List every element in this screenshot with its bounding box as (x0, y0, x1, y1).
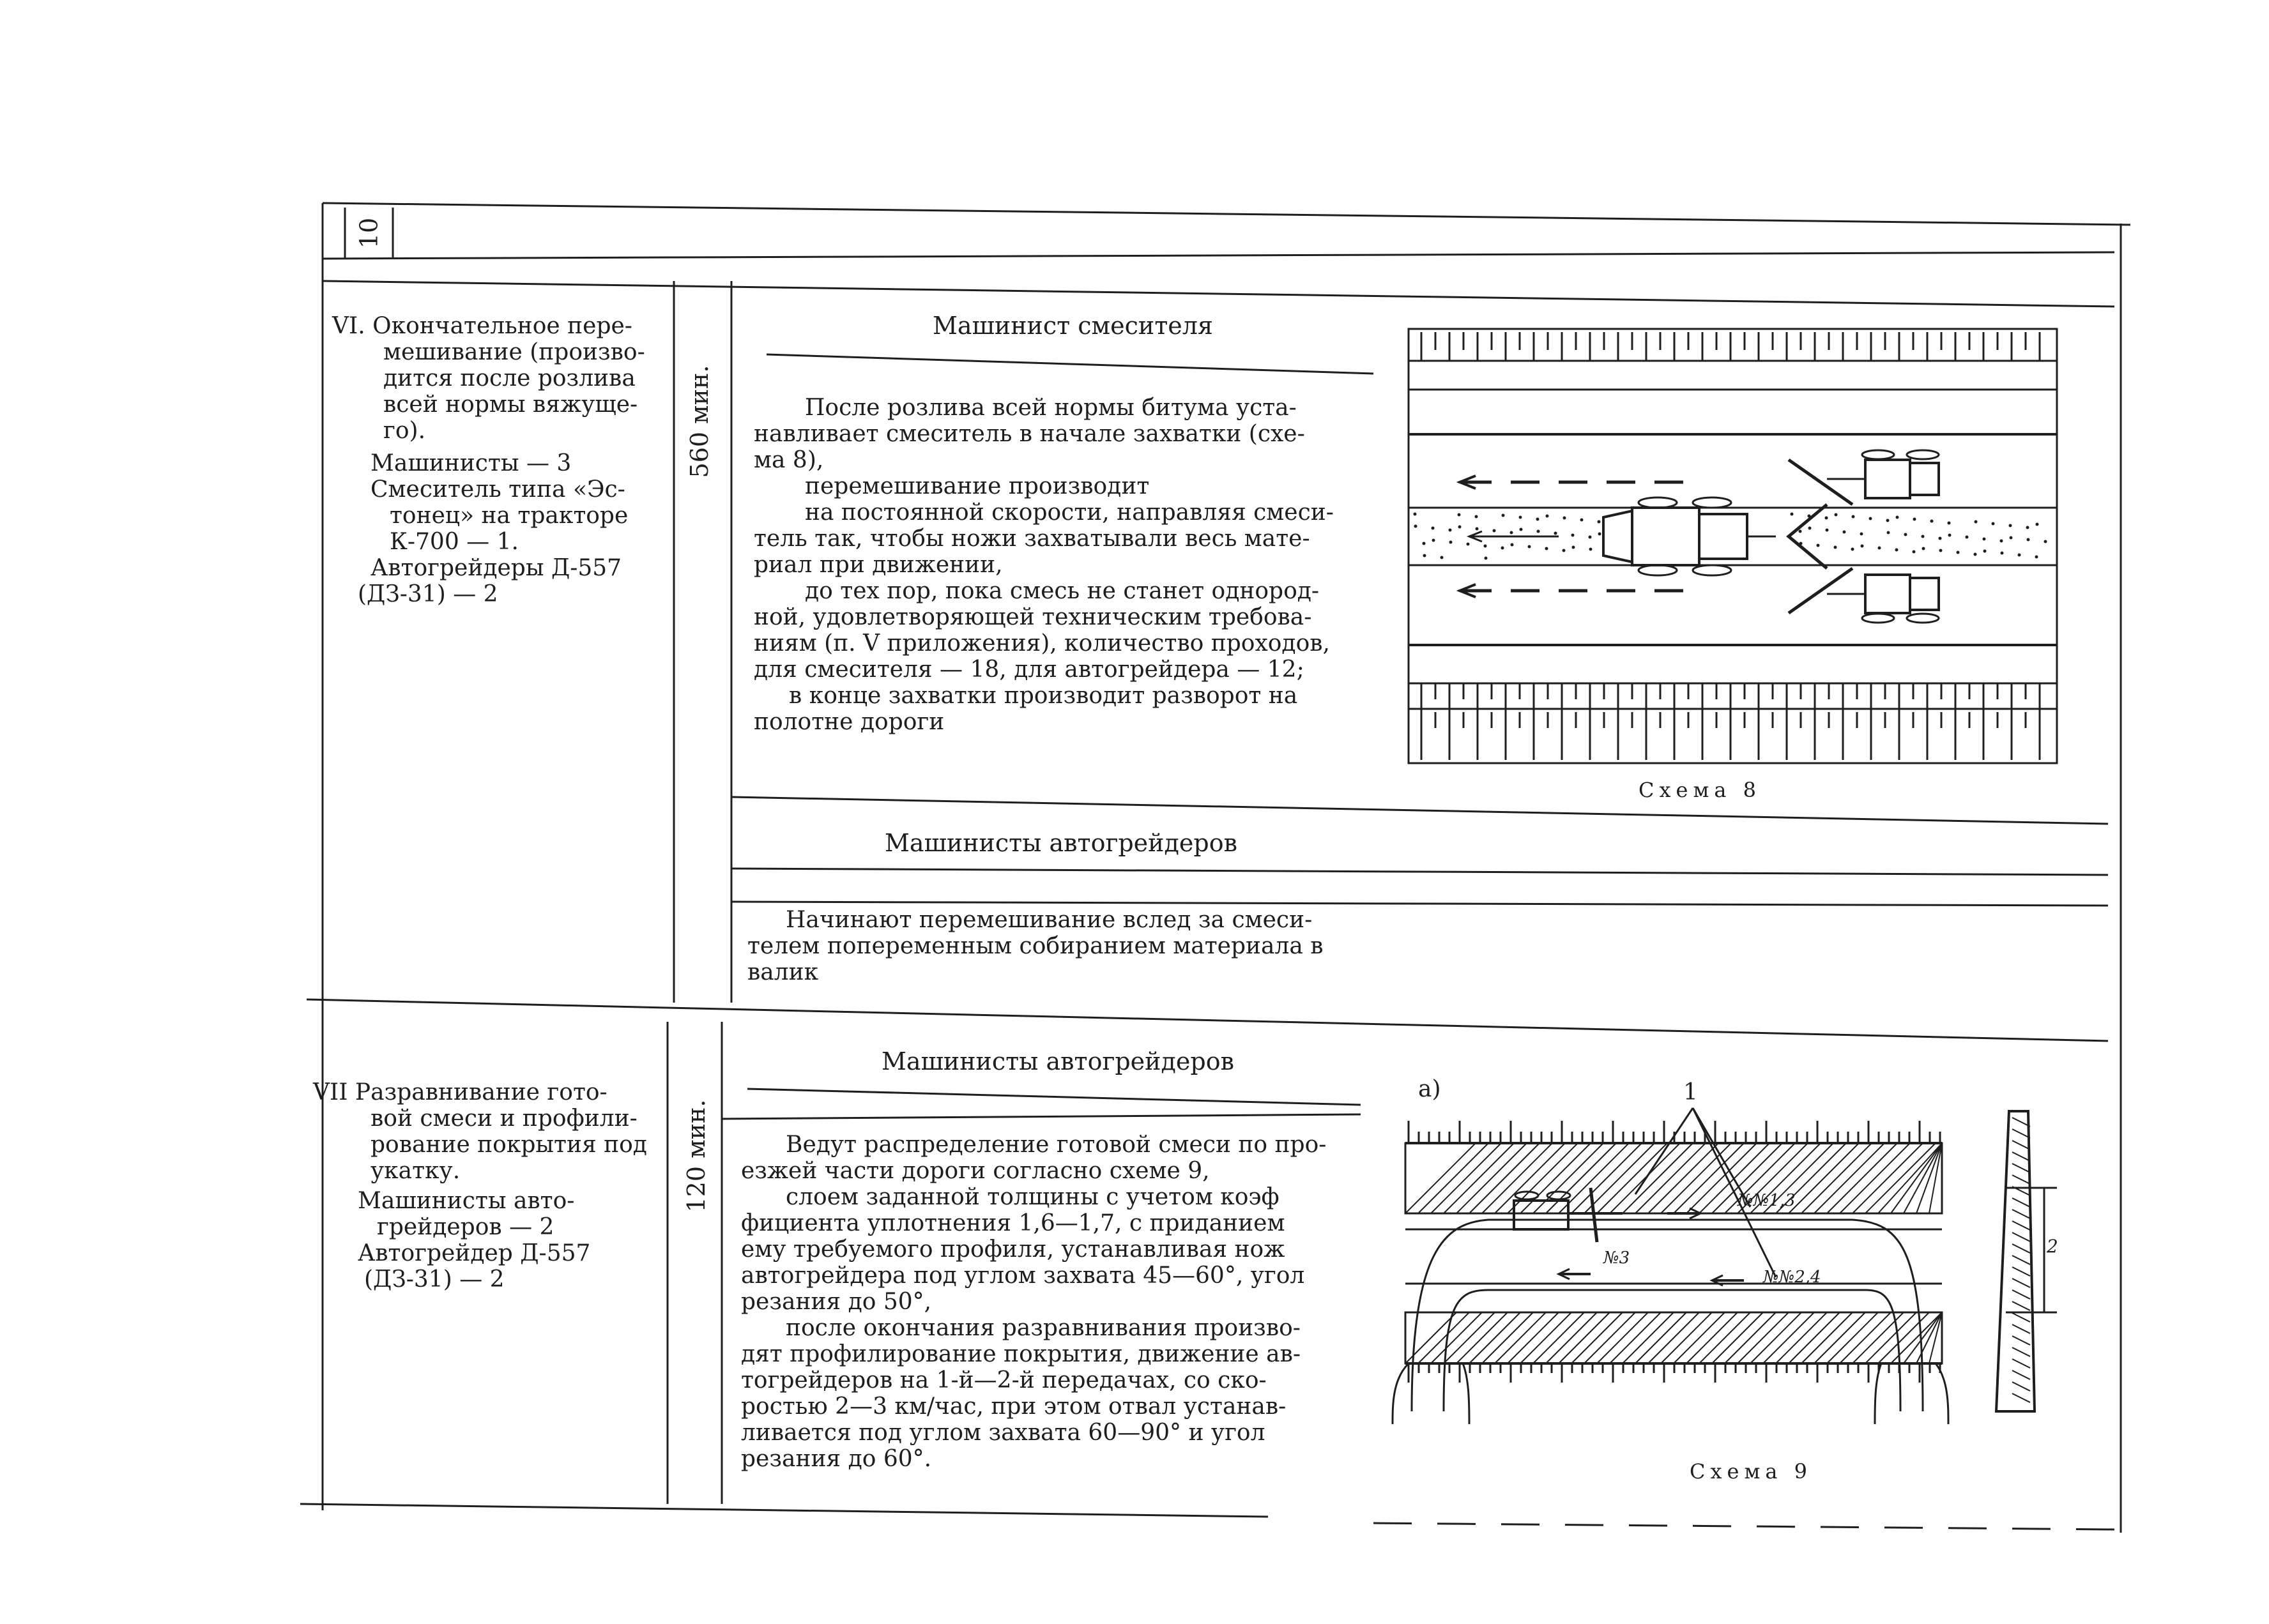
mixer-text-line: до тех пор, пока смесь не станет однород- (805, 578, 1320, 604)
stage-vi-resource-line: (ДЗ-31) — 2 (358, 581, 498, 607)
grader-vii-text-line: езжей части дороги согласно схеме 9, (741, 1158, 1210, 1184)
rule-grader-heading-vii (747, 1089, 1361, 1105)
scheme-8-caption: Схема 8 (1639, 778, 1761, 802)
mixer-text-line: в конце захватки производит разворот на (789, 683, 1298, 709)
header-row-bottom (323, 281, 2114, 307)
rule-mixer-heading (767, 354, 1373, 374)
grader-vii-text-line: автогрейдера под углом захвата 45—60°, угол (741, 1263, 1305, 1289)
stage-vii-resource-line: грейдеров — 2 (377, 1214, 554, 1240)
scheme-9-side-label: 2 (2047, 1236, 2058, 1257)
stage-vii-resource-line: Автогрейдер Д-557 (358, 1240, 591, 1266)
scheme-9-pass-2-4: №№2,4 (1763, 1268, 1821, 1287)
grader-vii-text-line: резания до 50°, (741, 1289, 932, 1315)
stage-vi-title-line: всей нормы вяжуще- (383, 391, 638, 418)
mixer-operator-text (754, 395, 1373, 735)
grader-vii-text-line: Ведут распределение готовой смеси по про- (786, 1132, 1327, 1158)
stage-vi-resource-line: Автогрейдеры Д-557 (371, 555, 622, 581)
grader-operators-text-vi (747, 907, 1373, 985)
stage-vi-title (332, 313, 671, 444)
stage-vii-title (313, 1079, 664, 1184)
grader-vii-text-line: после окончания разравнивания произво- (786, 1315, 1301, 1341)
mixer-text-line: После розлива всей нормы битума уста- (805, 395, 1297, 421)
mixer-text-line: навливает смеситель в начале захватки (схе- (754, 421, 1305, 447)
grader-vii-text-line: слоем заданной толщины с учетом коэф (786, 1184, 1280, 1210)
grader-vii-text-line: фициента уплотнения 1,6—1,7, с приданием (741, 1210, 1285, 1236)
rule-grader-heading-vii-2 (722, 1114, 1361, 1119)
grader-vii-text-line: ему требуемого профиля, устанавливая нож (741, 1236, 1285, 1263)
stage-vi-title-line: VI. Окончательное пере- (332, 313, 632, 339)
mixer-text-line: ма 8), (754, 447, 824, 473)
table-bottom-border (300, 1504, 1268, 1517)
stage-vii-title-line: укатку. (371, 1158, 461, 1184)
mixer-text-line: полотне дороги (754, 709, 945, 735)
grader-operators-heading-vii: Машинисты автогрейдеров (882, 1047, 1234, 1075)
stage-vii-resource-line: Машинисты авто- (358, 1188, 575, 1214)
stage-vi-resource-line: К-700 — 1. (390, 529, 519, 555)
grader-vii-text-line: ливается под углом захвата 60—90° и угол (741, 1420, 1265, 1446)
mixer-text-line: риал при движении, (754, 552, 1003, 578)
stage-vii-resource-line: (ДЗ-31) — 2 (364, 1266, 505, 1293)
grader-operators-text-vii (741, 1132, 1367, 1472)
scheme-9-pass-1-3: №№1,3 (1738, 1191, 1796, 1210)
grader-vii-text-line: ростью 2—3 км/час, при этом отвал устанав- (741, 1393, 1287, 1420)
header-separator (323, 252, 2114, 259)
stage-vi-resource-line: Смеситель типа «Эс- (371, 476, 625, 503)
grader-operators-heading-vi: Машинисты автогрейдеров (885, 829, 1237, 857)
mixer-text-line: на постоянной скорости, направляя смеси- (805, 499, 1334, 526)
stage-vi-resources (358, 450, 671, 607)
stage-vii-title-line: вой смеси и профили- (371, 1105, 638, 1132)
grader-vii-text-line: резания до 60°. (741, 1446, 932, 1472)
stage-vi-resource-line: тонец» на тракторе (390, 503, 629, 529)
scheme-9-caption: Схема 9 (1690, 1459, 1812, 1484)
scheme-9 (1393, 1108, 2057, 1424)
stage-vi-resource-line: Машинисты — 3 (371, 450, 572, 476)
scheme-9-label-1: 1 (1683, 1079, 1698, 1105)
scheme-9-pass-3: №3 (1603, 1248, 1630, 1268)
mixer-text-line: тель так, чтобы ножи захватывали весь мате- (754, 526, 1310, 552)
mixer-text-line: для смесителя — 18, для автогрейдера — 12; (754, 656, 1304, 683)
mixer-operator-heading: Машинист смесителя (933, 312, 1213, 340)
mixer-text-line: перемешивание производит (805, 473, 1150, 499)
rule-grader-heading (731, 869, 2108, 875)
grader-vi-text-line: валик (747, 959, 819, 985)
stage-vi-title-line: го). (383, 418, 426, 444)
rule-mixer-section-end (731, 797, 2108, 824)
scheme-9-label-a: а) (1418, 1076, 1441, 1102)
scheme-8-top-ticks (1409, 361, 2057, 390)
table-bottom-border-dashed (1373, 1523, 2114, 1529)
page-number: 10 (355, 217, 383, 249)
grader-vi-text-line: телем попеременным собиранием материала в (747, 933, 1324, 959)
row-separator (307, 999, 2108, 1041)
stage-vi-title-line: мешивание (произво- (383, 339, 645, 365)
scheme-8-tick-marks (1421, 332, 2040, 760)
rule-grader-heading-2 (731, 902, 2108, 906)
grader-vii-text-line: тогрейдеров на 1-й—2-й передачах, со ско- (741, 1367, 1267, 1393)
stage-vi-title-line: дится после розлива (383, 365, 636, 391)
stage-vi-duration: 560 мин. (685, 365, 714, 478)
stage-vii-title-line: рование покрытия под (371, 1132, 647, 1158)
grader-vi-text-line: Начинают перемешивание вслед за смеси- (786, 907, 1313, 933)
mixer-text-line: ной, удовлетворяющей техническим требова- (754, 604, 1312, 630)
stage-vii-resources (358, 1188, 664, 1293)
table-top-border (323, 203, 2130, 225)
mixer-text-line: ниям (п. V приложения), количество проходов, (754, 630, 1330, 656)
stage-vii-title-line: VII Разравнивание гото- (313, 1079, 607, 1105)
stage-vii-duration: 120 мин. (682, 1099, 710, 1213)
grader-vii-text-line: дят профилирование покрытия, движение ав- (741, 1341, 1301, 1367)
